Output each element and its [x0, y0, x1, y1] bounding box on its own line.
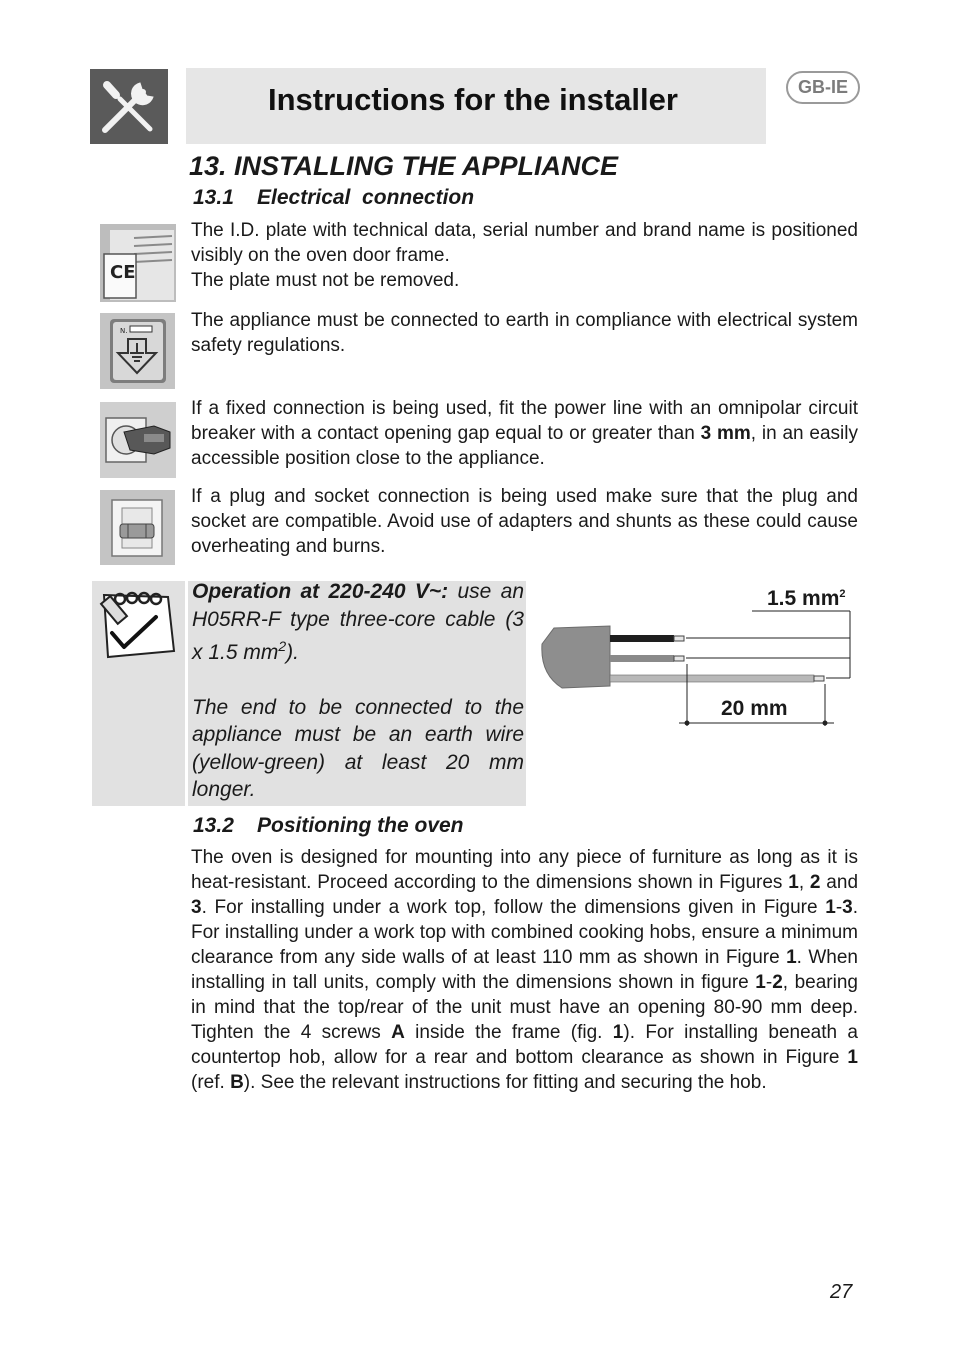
text-run: The oven is designed for mounting into any piece of furniture as long as it is heat-resistant. Proceed according to the dimensions shown in Figures: [191, 847, 858, 893]
emphasis: 1: [825, 897, 836, 918]
superscript: 2: [278, 638, 287, 654]
superscript: 2: [839, 588, 846, 600]
emphasis: 2: [809, 872, 821, 893]
paragraph: The plate must not be removed.: [191, 270, 460, 291]
tools-icon: [90, 69, 168, 144]
paragraph: The end to be connected to the appliance must be an earth wire (yellow-green) at least 20 mm longer.: [192, 695, 524, 801]
subsection-title-positioning: [193, 814, 464, 838]
text-run: ). See the relevant instructions for fitting and securing the hob.: [243, 1072, 767, 1093]
region-badge: GB-IE: [786, 71, 860, 104]
text-run: 1.5 mm: [767, 587, 840, 610]
text-run: -: [765, 972, 773, 993]
cable-diagram: [536, 582, 858, 732]
text-run: . For installing under a work top, follow the dimensions given in Figure: [201, 897, 826, 918]
text-run: . For installing under a work top with combined cooking hobs, ensure a minimum clearance from any side walls of at least 110 mm as shown in Figure: [191, 897, 858, 968]
emphasis: 1: [612, 1022, 624, 1043]
text-run: ,: [798, 872, 810, 893]
emphasis: 2: [772, 972, 783, 993]
note-sidebar: [92, 581, 185, 806]
id-plate-text: [191, 218, 858, 293]
emphasis: B: [230, 1072, 244, 1093]
emphasis: 3 mm: [700, 423, 751, 444]
circuit-breaker-text: [191, 396, 858, 471]
paragraph: The appliance must be connected to earth in compliance with electrical system safety regulations.: [191, 310, 858, 356]
subsection-number: 13.2: [193, 814, 234, 837]
svg-text:N.: N.: [120, 327, 128, 335]
subsection-title-electrical: [193, 186, 474, 210]
paragraph: The I.D. plate with technical data, serial number and brand name is positioned visibly on the oven door frame.: [191, 220, 858, 266]
emphasis: 1: [847, 1047, 858, 1068]
emphasis: 1: [786, 947, 797, 968]
notepad-check-icon: [98, 587, 178, 668]
subsection-label: Positioning the oven: [257, 814, 464, 837]
paragraph: [191, 845, 858, 1095]
paragraph: If a plug and socket connection is being used make sure that the plug and socket are compatible. Avoid use of adapters and shunts as these could cause overheating and burns.: [191, 486, 858, 557]
length-label: 20 mm: [721, 697, 788, 720]
earth-connection-icon: [100, 313, 175, 389]
socket-text: [191, 484, 858, 559]
text-run: use an H05RR-F type three-core cable (3 x 1.5 mm: [192, 580, 524, 664]
page-number: 27: [830, 1281, 853, 1303]
page-title: Instructions for the installer: [268, 82, 678, 117]
paragraph: [192, 578, 524, 667]
text-run: -: [835, 897, 843, 918]
text-run: If a fixed connection is being used, fit the power line with an omnipolar circuit breaker with a contact opening gap equal to or greater than: [191, 398, 858, 444]
text-run: inside the frame (fig.: [404, 1022, 613, 1043]
text-run: . When installing in tall units, comply with the dimensions shown in figure: [191, 947, 858, 993]
emphasis: 3: [191, 897, 202, 918]
paragraph: [191, 396, 858, 471]
text-run: , in an easily accessible position close to the appliance.: [191, 423, 858, 469]
text-run: and: [820, 872, 859, 893]
circuit-breaker-icon: [100, 402, 176, 478]
emphasis: A: [391, 1022, 405, 1043]
text-run: , bearing in mind that the top/rear of the unit must have an opening 80-90 mm deep. Tighten the 4 screws: [191, 972, 858, 1043]
section-title: 13. INSTALLING THE APPLIANCE: [189, 151, 619, 181]
subsection-number: 13.1: [193, 186, 234, 209]
earth-text: [191, 308, 858, 358]
note-text: [192, 578, 524, 804]
positioning-text: [191, 845, 858, 1095]
id-plate-ce-icon: [100, 224, 176, 300]
emphasis: 1: [755, 972, 766, 993]
emphasis: Operation at 220-240 V~:: [192, 580, 449, 603]
text-run: (ref.: [191, 1072, 231, 1093]
subsection-label: Electrical connection: [257, 186, 475, 209]
svg-text:CE: CE: [110, 262, 136, 283]
emphasis: 1: [788, 872, 799, 893]
text-run: ). For installing beneath a countertop hob, allow for a rear and bottom clearance as shown in Figure: [191, 1022, 858, 1068]
wall-socket-icon: [100, 490, 175, 565]
emphasis: 3: [842, 897, 853, 918]
cross-section-label: [767, 587, 846, 611]
text-run: ).: [286, 641, 299, 664]
